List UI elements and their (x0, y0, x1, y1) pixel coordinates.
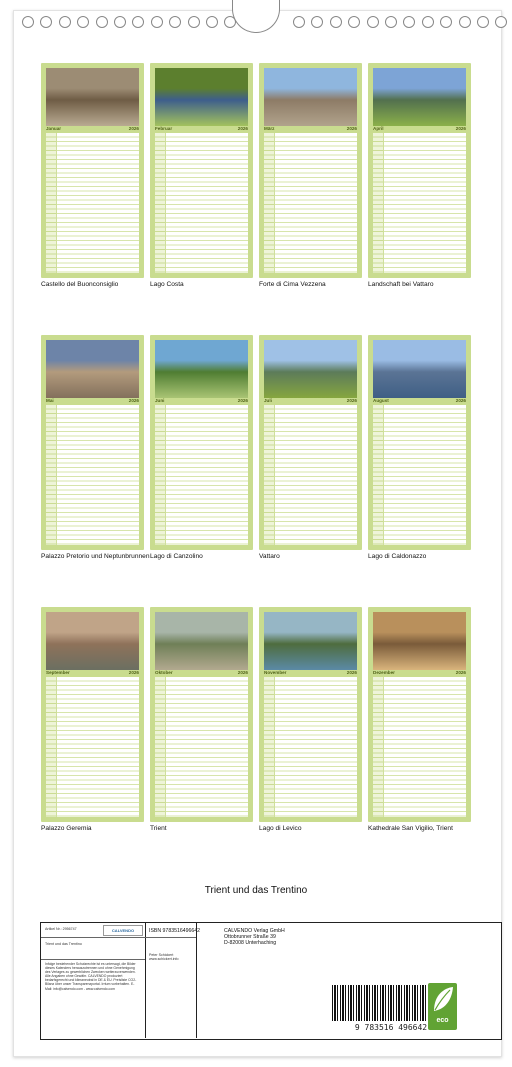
month-name: Januar (46, 126, 62, 131)
day-grid (46, 677, 139, 817)
month-photo (264, 340, 357, 398)
month-name: September (46, 670, 70, 675)
month-photo (264, 68, 357, 126)
month-photo (373, 340, 466, 398)
month-photo (155, 612, 248, 670)
info-left-column (41, 923, 146, 1038)
month-year: 2026 (346, 670, 357, 675)
month-year: 2026 (346, 398, 357, 403)
month-header (155, 126, 248, 132)
legal-text: Infolge bestehender Schutzrechte ist es untersagt, die Bilder dieses Kalenders herauszutrennen und ohne Genehmigung des Verlages zu gewerblichen Zwecken weiterzuverwenden. Alle Angaben ohne Gewähr. CALVENDO produziert bedarfsgerecht und klimaneutral in DE & EU. Preisliste CO2-Bilanz über unser Transparenzportal. Irrtum vorbehalten. E-Mail: info@calvendo.com - www.calvendo.com (45, 962, 137, 991)
calendar-title: Trient und das Trentino (204, 885, 308, 896)
divider (196, 923, 197, 1038)
month-year: 2026 (128, 398, 139, 403)
author-name: Peter Schickert (149, 953, 174, 957)
article-number: Artikel Nr.: 2956747 (45, 927, 77, 931)
month-name: Juni (155, 398, 165, 403)
month-name: November (264, 670, 287, 675)
calvendo-logo: CALVENDO (103, 925, 143, 936)
month-card (259, 607, 362, 822)
month-header (155, 670, 248, 676)
month-name: April (373, 126, 384, 131)
day-grid (155, 405, 248, 545)
eco-badge (428, 983, 457, 1030)
month-header (373, 670, 466, 676)
barcode-number: 9 783516 496642 (354, 1023, 428, 1032)
month-card (41, 63, 144, 278)
month-photo (155, 68, 248, 126)
month-name: Oktober (155, 670, 173, 675)
day-grid (264, 405, 357, 545)
month-photo (373, 68, 466, 126)
day-grid (46, 133, 139, 273)
month-card (150, 335, 253, 550)
month-year: 2026 (455, 670, 466, 675)
publisher-street: Ottobrunner Straße 39 (224, 934, 276, 940)
month-header (46, 126, 139, 132)
month-header (373, 398, 466, 404)
month-year: 2026 (128, 670, 139, 675)
month-name: März (264, 126, 275, 131)
month-header (46, 398, 139, 404)
day-grid (264, 133, 357, 273)
month-card (368, 63, 471, 278)
month-caption: Lago di Caldonazzo (368, 553, 427, 560)
month-photo (264, 612, 357, 670)
month-card (150, 607, 253, 822)
month-header (264, 398, 357, 404)
month-header (155, 398, 248, 404)
publisher-name: CALVENDO Verlag GmbH (224, 928, 285, 934)
product-title: Trient und das Trentino (45, 942, 82, 946)
divider (145, 937, 196, 938)
month-header (46, 670, 139, 676)
eco-label: eco (436, 1017, 449, 1024)
month-card (41, 607, 144, 822)
month-card (150, 63, 253, 278)
product-info-box (40, 922, 502, 1040)
isbn: ISBN 9783516496642 (149, 928, 201, 934)
divider (41, 959, 145, 960)
month-caption: Castello del Buonconsiglio (41, 281, 119, 288)
author-website: www.schickert.info (149, 957, 179, 961)
month-photo (46, 612, 139, 670)
day-grid (155, 677, 248, 817)
month-photo (46, 68, 139, 126)
month-name: Mai (46, 398, 54, 403)
month-year: 2026 (237, 670, 248, 675)
month-year: 2026 (128, 126, 139, 131)
month-caption: Lago Costa (150, 281, 184, 288)
month-header (264, 670, 357, 676)
month-caption: Trient (150, 825, 167, 832)
month-header (373, 126, 466, 132)
month-name: Juli (264, 398, 272, 403)
leaf-icon (428, 983, 457, 1016)
month-caption: Kathedrale San Vigilio, Trient (368, 825, 453, 832)
month-year: 2026 (346, 126, 357, 131)
month-photo (155, 340, 248, 398)
month-card (368, 335, 471, 550)
month-year: 2026 (237, 126, 248, 131)
month-caption: Lago di Canzolino (150, 553, 203, 560)
day-grid (46, 405, 139, 545)
divider (41, 937, 145, 938)
month-header (264, 126, 357, 132)
day-grid (373, 405, 466, 545)
binding-holes-right (293, 16, 512, 30)
month-card (368, 607, 471, 822)
month-caption: Lago di Levico (259, 825, 302, 832)
month-caption: Forte di Cima Vezzena (259, 281, 326, 288)
month-caption: Vattaro (259, 553, 280, 560)
month-year: 2026 (237, 398, 248, 403)
month-name: Dezember (373, 670, 395, 675)
month-caption: Palazzo Geremia (41, 825, 92, 832)
month-year: 2026 (455, 398, 466, 403)
month-year: 2026 (455, 126, 466, 131)
month-name: August (373, 398, 389, 403)
month-card (41, 335, 144, 550)
month-caption: Palazzo Pretorio und Neptunbrunnen (41, 553, 150, 560)
day-grid (373, 133, 466, 273)
month-card (259, 63, 362, 278)
month-photo (46, 340, 139, 398)
month-name: Februar (155, 126, 173, 131)
publisher-city: D-82008 Unterhaching (224, 940, 277, 946)
month-photo (373, 612, 466, 670)
binding-holes-left (22, 16, 243, 30)
month-caption: Landschaft bei Vattaro (368, 281, 434, 288)
day-grid (264, 677, 357, 817)
day-grid (155, 133, 248, 273)
day-grid (373, 677, 466, 817)
month-card (259, 335, 362, 550)
